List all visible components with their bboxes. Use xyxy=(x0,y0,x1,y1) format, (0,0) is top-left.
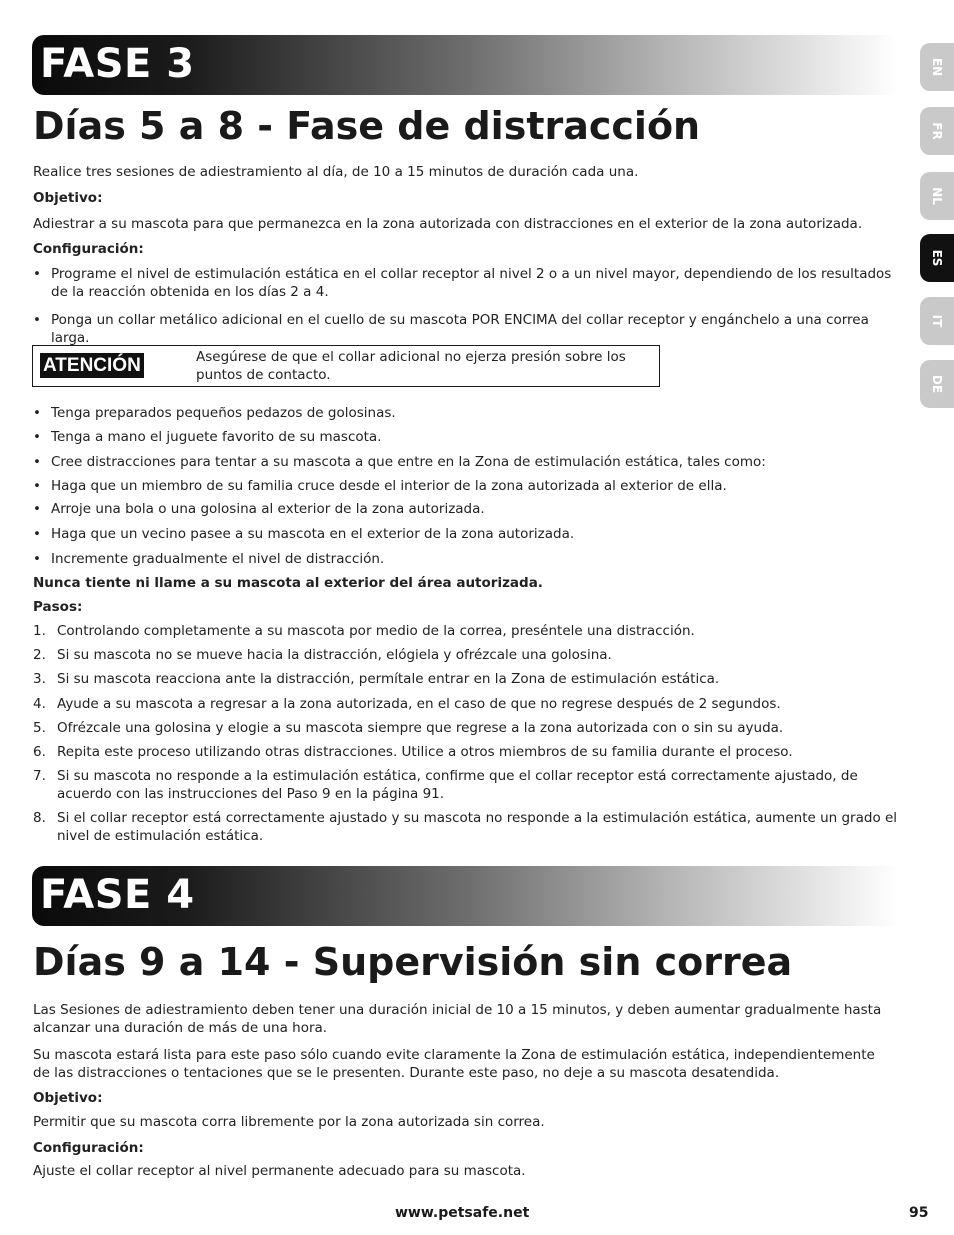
step-text: Si el collar receptor está correctamente ajustado y su mascota no responde a la estimulación estática, aumente un grado el nivel de estimulación estática. xyxy=(57,810,898,844)
bullet-icon: • xyxy=(33,526,41,542)
step-number: 5. xyxy=(33,720,46,736)
step-item xyxy=(33,695,898,713)
phase4-para1: Las Sesiones de adiestramiento deben tener una duración inicial de 10 a 15 minutos, y deben aumentar gradualmente hasta alcanzar una duración de más de una hora. xyxy=(33,1002,882,1036)
list-item xyxy=(33,525,898,543)
bullet-icon: • xyxy=(33,501,41,517)
phase4-banner xyxy=(32,866,898,926)
caution-text: Asegúrese de que el collar adicional no ejerza presión sobre los puntos de contacto. xyxy=(196,349,626,383)
phase3-setup-heading: Configuración: xyxy=(33,241,144,257)
step-number: 8. xyxy=(33,810,46,826)
tab-de-label: DE xyxy=(930,374,944,394)
list-item xyxy=(33,453,898,471)
step-text: Ofrézcale una golosina y elogie a su mascota siempre que regrese a la zona autorizada con o sin su ayuda. xyxy=(57,720,784,736)
caution-box xyxy=(32,345,660,387)
list-item-text: Cree distracciones para tentar a su mascota a que entre en la Zona de estimulación estática, tales como: xyxy=(51,454,766,470)
phase4-setup-heading: Configuración: xyxy=(33,1140,144,1156)
phase4-objective-text: Permitir que su mascota corra libremente por la zona autorizada sin correa. xyxy=(33,1114,545,1130)
step-item xyxy=(33,622,898,640)
list-item xyxy=(33,311,898,347)
phase4-objective-heading: Objetivo: xyxy=(33,1090,103,1106)
step-text: Repita este proceso utilizando otras distracciones. Utilice a otros miembros de su familia durante el proceso. xyxy=(57,744,793,760)
bullet-icon: • xyxy=(33,454,41,470)
list-item-text: Arroje una bola o una golosina al exterior de la zona autorizada. xyxy=(51,501,485,517)
bullet-icon: • xyxy=(33,266,41,282)
list-item xyxy=(33,477,898,495)
tab-fr-label: FR xyxy=(930,122,944,140)
step-item xyxy=(33,809,898,845)
list-item-text: Tenga preparados pequeños pedazos de golosinas. xyxy=(51,405,396,421)
step-item xyxy=(33,646,898,664)
tab-it-label: IT xyxy=(930,314,944,328)
phase3-banner-label: FASE 3 xyxy=(40,41,195,87)
step-item xyxy=(33,743,898,761)
step-number: 3. xyxy=(33,671,46,687)
bullet-icon: • xyxy=(33,551,41,567)
tab-nl[interactable] xyxy=(920,172,954,220)
step-number: 2. xyxy=(33,647,46,663)
step-text: Si su mascota reacciona ante la distracción, permítale entrar en la Zona de estimulación estática. xyxy=(57,671,720,687)
step-item xyxy=(33,767,898,803)
list-item-text: Haga que un vecino pasee a su mascota en el exterior de la zona autorizada. xyxy=(51,526,575,542)
step-text: Si su mascota no responde a la estimulación estática, confirme que el collar receptor está correctamente ajustado, de acuerdo con las instrucciones del Paso 9 en la página 91. xyxy=(57,768,858,802)
list-item xyxy=(33,428,898,446)
phase3-intro: Realice tres sesiones de adiestramiento al día, de 10 a 15 minutos de duración cada una. xyxy=(33,164,639,180)
bullet-icon: • xyxy=(33,429,41,445)
list-item-text: Ponga un collar metálico adicional en el cuello de su mascota POR ENCIMA del collar receptor y engánchelo a una correa larga. xyxy=(51,312,869,346)
list-item xyxy=(33,265,898,301)
phase3-objective-text: Adiestrar a su mascota para que permanezca en la zona autorizada con distracciones en el exterior de la zona autorizada. xyxy=(33,216,863,232)
phase4-setup-text: Ajuste el collar receptor al nivel permanente adecuado para su mascota. xyxy=(33,1163,526,1179)
list-item xyxy=(33,550,898,568)
bullet-icon: • xyxy=(33,478,41,494)
step-number: 4. xyxy=(33,696,46,712)
phase3-banner xyxy=(32,35,898,95)
step-number: 1. xyxy=(33,623,46,639)
bullet-icon: • xyxy=(33,405,41,421)
step-text: Si su mascota no se mueve hacia la distracción, elógiela y ofrézcale una golosina. xyxy=(57,647,612,663)
step-text: Controlando completamente a su mascota por medio de la correa, preséntele una distracción. xyxy=(57,623,695,639)
tab-fr[interactable] xyxy=(920,107,954,155)
step-item xyxy=(33,670,898,688)
phase3-warning: Nunca tiente ni llame a su mascota al exterior del área autorizada. xyxy=(33,575,543,591)
phase3-objective-heading: Objetivo: xyxy=(33,190,103,206)
tab-nl-label: NL xyxy=(930,187,944,205)
step-item xyxy=(33,719,898,737)
tab-es-label: ES xyxy=(930,249,944,267)
step-number: 7. xyxy=(33,768,46,784)
list-item xyxy=(33,404,898,422)
phase4-title: Días 9 a 14 - Supervisión sin correa xyxy=(33,940,793,984)
tab-es[interactable] xyxy=(920,234,954,282)
phase3-steps-heading: Pasos: xyxy=(33,599,83,615)
list-item-text: Haga que un miembro de su familia cruce desde el interior de la zona autorizada al exterior de ella. xyxy=(51,478,727,494)
bullet-icon: • xyxy=(33,312,41,328)
list-item xyxy=(33,500,898,518)
phase4-banner-label: FASE 4 xyxy=(40,872,195,918)
list-item-text: Tenga a mano el juguete favorito de su mascota. xyxy=(51,429,382,445)
phase3-title: Días 5 a 8 - Fase de distracción xyxy=(33,104,701,148)
step-text: Ayude a su mascota a regresar a la zona autorizada, en el caso de que no regrese después de 2 segundos. xyxy=(57,696,781,712)
page-number: 95 xyxy=(909,1205,929,1221)
caution-badge: ATENCIÓN xyxy=(40,353,144,378)
list-item-text: Programe el nivel de estimulación estática en el collar receptor al nivel 2 o a un nivel mayor, dependiendo de los resultados de la reacción obtenida en los días 2 a 4. xyxy=(51,266,892,300)
tab-de[interactable] xyxy=(920,360,954,408)
tab-it[interactable] xyxy=(920,297,954,345)
tab-en-label: EN xyxy=(930,57,944,77)
step-number: 6. xyxy=(33,744,46,760)
footer-url[interactable]: www.petsafe.net xyxy=(395,1205,530,1221)
list-item-text: Incremente gradualmente el nivel de distracción. xyxy=(51,551,385,567)
phase4-para2: Su mascota estará lista para este paso sólo cuando evite claramente la Zona de estimulación estática, independientemente de las distracciones o tentaciones que se le presenten. Durante este paso, no deje a su mascota desatendida. xyxy=(33,1047,875,1081)
tab-en[interactable] xyxy=(920,43,954,91)
